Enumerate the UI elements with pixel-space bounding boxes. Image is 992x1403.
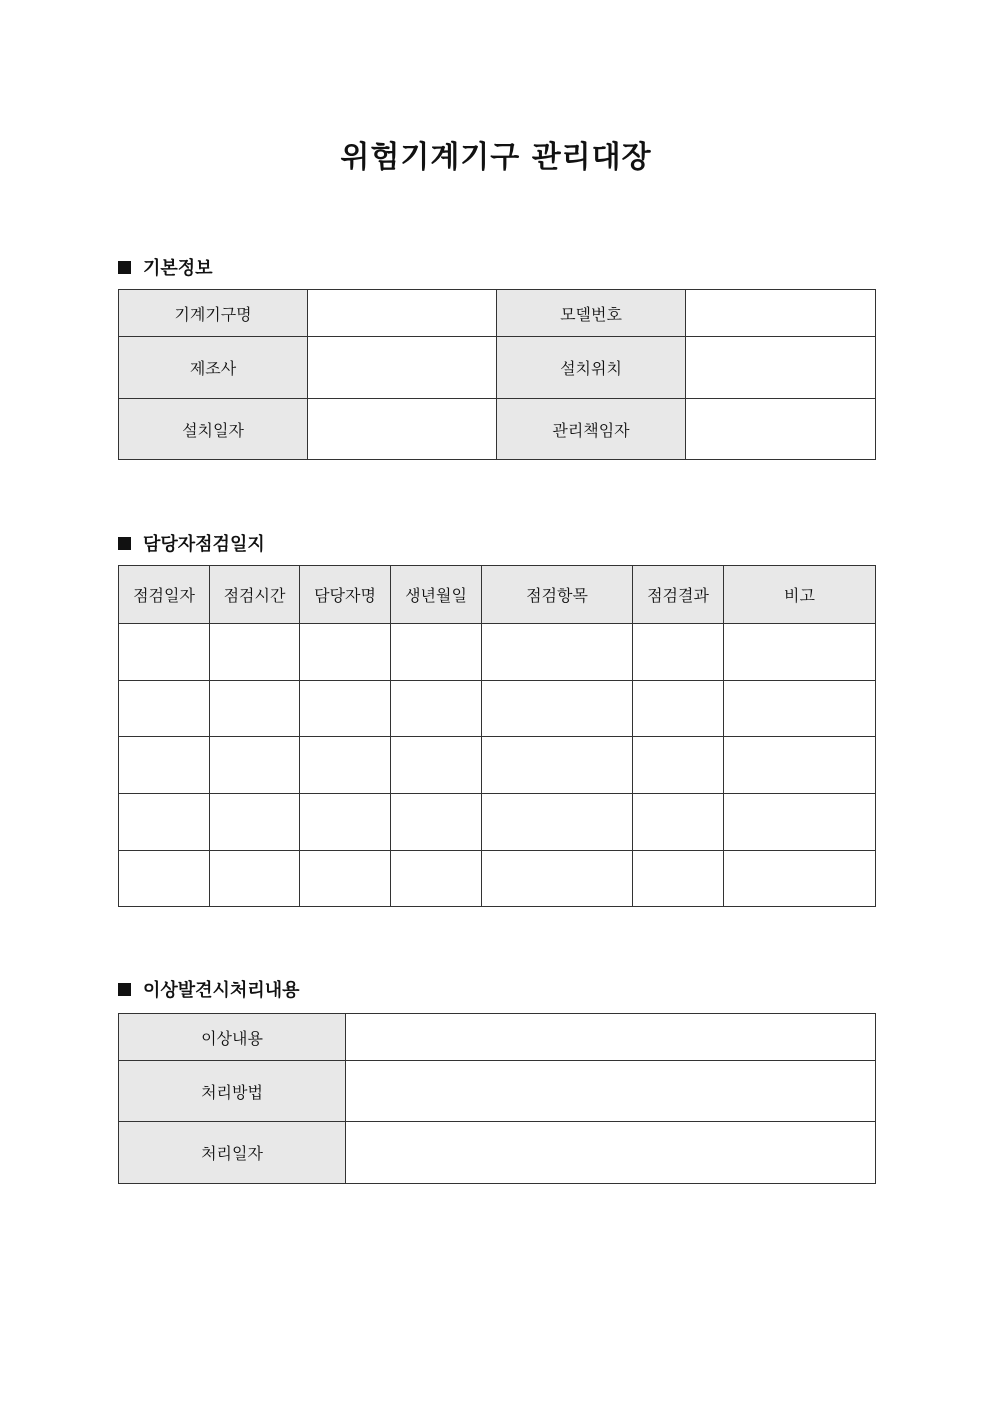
table-row	[119, 1122, 876, 1184]
value-cell[interactable]	[686, 399, 876, 460]
table-cell[interactable]	[724, 681, 876, 737]
table-row	[119, 1014, 876, 1061]
table-cell[interactable]	[724, 851, 876, 907]
table-cell[interactable]	[482, 624, 633, 681]
table-row	[119, 624, 876, 681]
table-cell[interactable]	[210, 794, 300, 851]
table-cell[interactable]	[210, 624, 300, 681]
table-cell[interactable]	[119, 737, 210, 794]
table-header-row	[119, 566, 876, 624]
table-row	[119, 737, 876, 794]
label-cell: 이상내용	[119, 1014, 346, 1061]
table-row	[119, 851, 876, 907]
column-header: 점검시간	[210, 566, 300, 624]
table-cell[interactable]	[391, 851, 482, 907]
table-row	[119, 794, 876, 851]
square-bullet-icon	[118, 537, 131, 550]
table-cell[interactable]	[391, 624, 482, 681]
value-cell[interactable]	[686, 290, 876, 337]
table-cell[interactable]	[210, 737, 300, 794]
table-cell[interactable]	[482, 851, 633, 907]
table-cell[interactable]	[300, 624, 391, 681]
table-cell[interactable]	[300, 794, 391, 851]
value-cell[interactable]	[346, 1122, 876, 1184]
table-row	[119, 399, 876, 460]
table-cell[interactable]	[391, 737, 482, 794]
column-header: 점검결과	[633, 566, 724, 624]
square-bullet-icon	[118, 983, 131, 996]
table-cell[interactable]	[633, 851, 724, 907]
table-cell[interactable]	[633, 681, 724, 737]
value-cell[interactable]	[308, 337, 497, 399]
table-cell[interactable]	[482, 681, 633, 737]
label-cell: 설치일자	[119, 399, 308, 460]
value-cell[interactable]	[686, 337, 876, 399]
label-cell: 처리일자	[119, 1122, 346, 1184]
table-cell[interactable]	[633, 737, 724, 794]
label-cell: 모델번호	[497, 290, 686, 337]
table-cell[interactable]	[633, 624, 724, 681]
table-cell[interactable]	[633, 794, 724, 851]
table-cell[interactable]	[391, 794, 482, 851]
section-heading-label: 이상발견시처리내용	[143, 980, 300, 1001]
column-header: 담당자명	[300, 566, 391, 624]
section-heading-basic-info	[118, 254, 213, 280]
table-row	[119, 290, 876, 337]
value-cell[interactable]	[308, 290, 497, 337]
section-heading-abnormality	[118, 976, 300, 1002]
label-cell: 기계기구명	[119, 290, 308, 337]
table-cell[interactable]	[300, 737, 391, 794]
table-cell[interactable]	[210, 681, 300, 737]
abnormality-table	[118, 1013, 876, 1184]
label-cell: 설치위치	[497, 337, 686, 399]
table-cell[interactable]	[119, 681, 210, 737]
table-cell[interactable]	[724, 737, 876, 794]
table-cell[interactable]	[210, 851, 300, 907]
section-heading-label: 기본정보	[143, 258, 213, 279]
section-heading-label: 담당자점검일지	[143, 534, 265, 555]
table-cell[interactable]	[119, 624, 210, 681]
column-header: 생년월일	[391, 566, 482, 624]
inspection-log-table	[118, 565, 876, 907]
column-header: 비고	[724, 566, 876, 624]
section-heading-inspection-log	[118, 530, 265, 556]
value-cell[interactable]	[308, 399, 497, 460]
table-cell[interactable]	[300, 681, 391, 737]
column-header: 점검항목	[482, 566, 633, 624]
table-cell[interactable]	[119, 851, 210, 907]
column-header: 점검일자	[119, 566, 210, 624]
table-cell[interactable]	[724, 624, 876, 681]
table-row	[119, 337, 876, 399]
label-cell: 관리책임자	[497, 399, 686, 460]
table-cell[interactable]	[300, 851, 391, 907]
table-row	[119, 1061, 876, 1122]
value-cell[interactable]	[346, 1014, 876, 1061]
table-row	[119, 681, 876, 737]
table-cell[interactable]	[482, 794, 633, 851]
label-cell: 제조사	[119, 337, 308, 399]
table-cell[interactable]	[724, 794, 876, 851]
value-cell[interactable]	[346, 1061, 876, 1122]
square-bullet-icon	[118, 261, 131, 274]
basic-info-table	[118, 289, 876, 460]
table-cell[interactable]	[482, 737, 633, 794]
table-cell[interactable]	[391, 681, 482, 737]
label-cell: 처리방법	[119, 1061, 346, 1122]
table-cell[interactable]	[119, 794, 210, 851]
page-title: 위험기계기구 관리대장	[340, 140, 652, 175]
